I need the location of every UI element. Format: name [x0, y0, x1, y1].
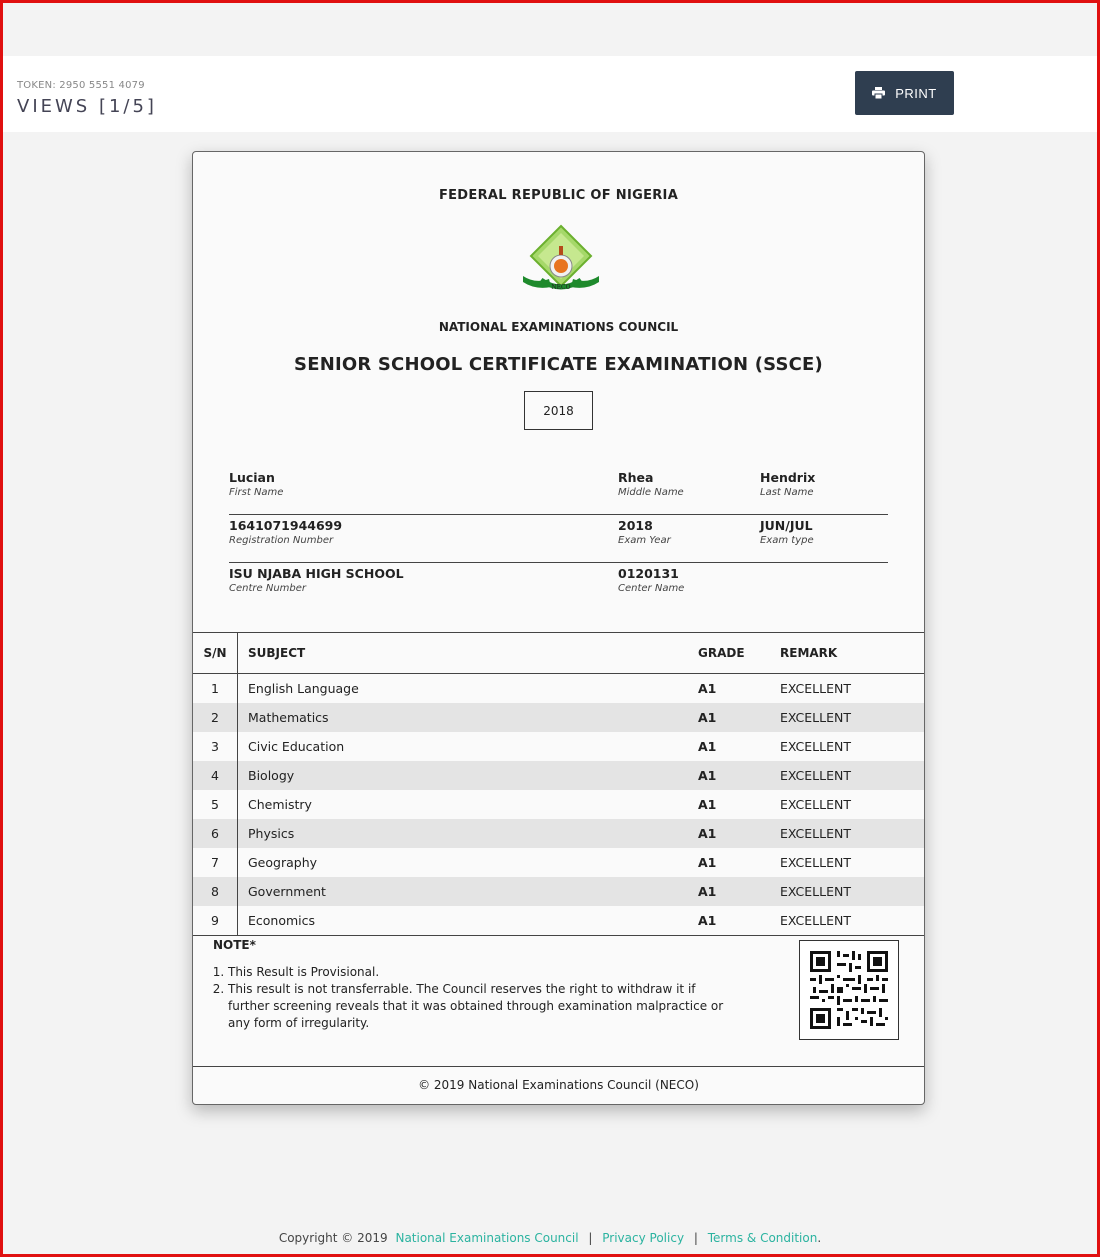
row-grade: A1	[697, 819, 779, 848]
row-grade: A1	[697, 703, 779, 732]
row-remark: EXCELLENT	[779, 761, 924, 790]
row-grade: A1	[697, 877, 779, 906]
row-remark: EXCELLENT	[779, 703, 924, 732]
centre-value: ISU NJABA HIGH SCHOOL	[229, 566, 404, 581]
row-remark: EXCELLENT	[779, 877, 924, 906]
exam-type-label: Exam type	[760, 535, 814, 546]
note-item: 2. This result is not transferrable. The Council reserves the right to withdraw it if further screening reveals that it was obtained through examination malpractice or any form of irregularity.	[228, 981, 728, 1032]
row-sn: 2	[193, 703, 238, 732]
row-grade: A1	[697, 906, 779, 936]
country-title: FEDERAL REPUBLIC OF NIGERIA	[438, 188, 679, 203]
result-certificate	[192, 151, 925, 1105]
row-sn: 5	[193, 790, 238, 819]
row-grade: A1	[698, 797, 717, 812]
row-subject: Chemistry	[248, 797, 312, 812]
footer-divider	[193, 1066, 924, 1067]
footer-end: .	[817, 1231, 822, 1245]
header-subject: SUBJECT	[238, 633, 698, 674]
print-label: PRINT	[895, 85, 937, 101]
reg-number-value: 1641071944699	[229, 518, 343, 533]
table-row	[193, 790, 924, 819]
row-sn: 6	[193, 819, 238, 848]
table-row	[193, 848, 924, 877]
note-title: NOTE*	[213, 938, 256, 952]
table-row	[193, 819, 924, 848]
results-table	[193, 632, 924, 936]
row-grade: A1	[698, 739, 717, 754]
row-grade: A1	[698, 855, 717, 870]
row-subject: Geography	[248, 855, 318, 870]
row-subject: Economics	[238, 906, 698, 936]
results-header-row	[193, 633, 924, 674]
row-remark: EXCELLENT	[780, 797, 851, 812]
exam-year-field	[618, 518, 671, 546]
logo-text: NECO	[551, 284, 571, 291]
printer-icon	[872, 87, 885, 99]
footer-copyright: Copyright © 2019	[278, 1231, 388, 1245]
exam-year-value: 2018	[618, 518, 653, 533]
note-item: 1. This Result is Provisional.	[228, 964, 728, 981]
token-text: TOKEN: 2950 5551 4079	[17, 80, 145, 91]
row-grade: A1	[698, 681, 717, 696]
last-name-field	[760, 470, 815, 498]
centre-row	[229, 566, 888, 610]
middle-name-label: Middle Name	[618, 487, 684, 498]
exam-year-box: 2018	[524, 391, 593, 430]
first-name-value: Lucian	[229, 470, 275, 485]
header-grade: GRADE	[697, 633, 779, 674]
row-remark: EXCELLENT	[780, 681, 851, 696]
row-subject: Physics	[238, 819, 698, 848]
row-sn: 9	[193, 906, 238, 936]
centre-code-field	[618, 566, 684, 594]
row-subject: Mathematics	[238, 703, 698, 732]
qr-code	[799, 940, 899, 1040]
views-counter: VIEWS [1/5]	[17, 96, 157, 117]
row-subject: Biology	[238, 761, 698, 790]
first-name-label: First Name	[229, 487, 284, 498]
exam-year-label: Exam Year	[618, 535, 671, 546]
row-grade: A1	[697, 761, 779, 790]
note-list	[213, 964, 728, 1032]
row-remark: EXCELLENT	[779, 906, 924, 936]
table-row	[193, 906, 924, 936]
exam-type-field	[760, 518, 814, 546]
exam-type-value: JUN/JUL	[760, 518, 813, 533]
centre-field	[229, 566, 404, 594]
footer-link-council[interactable]: National Examinations Council	[395, 1231, 579, 1245]
row-remark: EXCELLENT	[780, 855, 851, 870]
neco-logo	[521, 224, 601, 294]
table-row	[193, 761, 924, 790]
certificate-footer: © 2019 National Examinations Council (NECO)	[418, 1078, 699, 1092]
candidate-name-row	[229, 470, 888, 515]
middle-name-value: Rhea	[618, 470, 654, 485]
centre-code-label: Center Name	[618, 583, 685, 594]
exam-title: SENIOR SCHOOL CERTIFICATE EXAMINATION (SSCE)	[294, 354, 823, 375]
page-footer	[3, 1231, 1097, 1245]
last-name-value: Hendrix	[760, 470, 816, 485]
row-remark: EXCELLENT	[779, 819, 924, 848]
centre-label: Centre Number	[229, 583, 307, 594]
top-bar	[3, 56, 1097, 132]
table-row	[193, 674, 924, 704]
table-row	[193, 732, 924, 761]
footer-link-privacy[interactable]: Privacy Policy	[602, 1231, 685, 1245]
print-button[interactable]	[855, 71, 954, 115]
footer-separator: |	[693, 1231, 698, 1245]
row-sn: 8	[193, 877, 238, 906]
centre-code-value: 0120131	[618, 566, 679, 581]
header-sn: S/N	[193, 633, 238, 674]
row-sn: 4	[193, 761, 238, 790]
footer-separator: |	[588, 1231, 593, 1245]
row-sn: 1	[193, 674, 238, 704]
footer-link-terms[interactable]: Terms & Condition	[707, 1231, 818, 1245]
reg-number-field	[229, 518, 342, 546]
row-remark: EXCELLENT	[780, 739, 851, 754]
row-subject: Government	[238, 877, 698, 906]
row-subject: Civic Education	[248, 739, 345, 754]
last-name-label: Last Name	[760, 487, 814, 498]
table-row	[193, 703, 924, 732]
table-row	[193, 877, 924, 906]
row-sn: 7	[193, 848, 238, 877]
reg-number-label: Registration Number	[229, 535, 334, 546]
first-name-field	[229, 470, 283, 498]
registration-row	[229, 518, 888, 563]
row-subject: English Language	[248, 681, 359, 696]
middle-name-field	[618, 470, 684, 498]
row-sn: 3	[193, 732, 238, 761]
header-remark: REMARK	[779, 633, 924, 674]
council-title: NATIONAL EXAMINATIONS COUNCIL	[438, 320, 679, 334]
